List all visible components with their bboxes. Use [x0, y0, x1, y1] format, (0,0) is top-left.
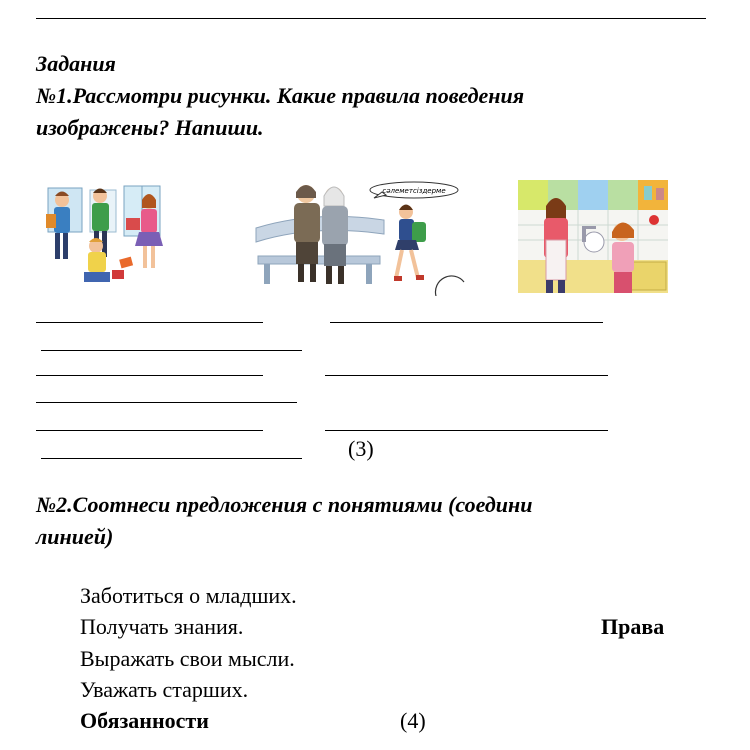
answer-line[interactable] — [41, 458, 302, 459]
answer-line[interactable] — [330, 322, 603, 323]
picture-kitchen-help — [518, 180, 668, 293]
task2-title-line2: линией) — [36, 524, 114, 549]
answer-line[interactable] — [325, 375, 608, 376]
picture-greeting-elders — [254, 178, 466, 296]
task1-title-line2: изображены? Напиши. — [36, 115, 264, 140]
concept-rights[interactable]: Права — [601, 614, 665, 639]
sentence-get-knowledge: Получать знания. — [80, 614, 244, 639]
sentence-respect-elders: Уважать старших. — [80, 677, 249, 702]
answer-line[interactable] — [36, 375, 263, 376]
answer-line[interactable] — [325, 430, 608, 431]
picture-classmates — [42, 180, 166, 292]
answer-line[interactable] — [36, 402, 297, 403]
answer-line[interactable] — [36, 430, 263, 431]
speech-bubble-text: сәлеметсіздерме — [382, 187, 446, 195]
answer-line[interactable] — [41, 350, 302, 351]
top-rule — [36, 18, 706, 19]
concept-duties[interactable]: Обязанности — [80, 708, 209, 733]
task1-points: (3) — [348, 436, 374, 461]
sentence-care-younger: Заботиться о младших. — [80, 583, 297, 608]
tasks-heading: Задания — [36, 51, 116, 76]
answer-line[interactable] — [36, 322, 263, 323]
task2-points: (4) — [400, 708, 426, 733]
task1-title-line1: №1.Рассмотри рисунки. Какие правила поведения — [36, 83, 525, 108]
task2-title-line1: №2.Соотнеси предложения с понятиями (соедини — [36, 492, 533, 517]
sentence-express-thoughts: Выражать свои мысли. — [80, 646, 295, 671]
